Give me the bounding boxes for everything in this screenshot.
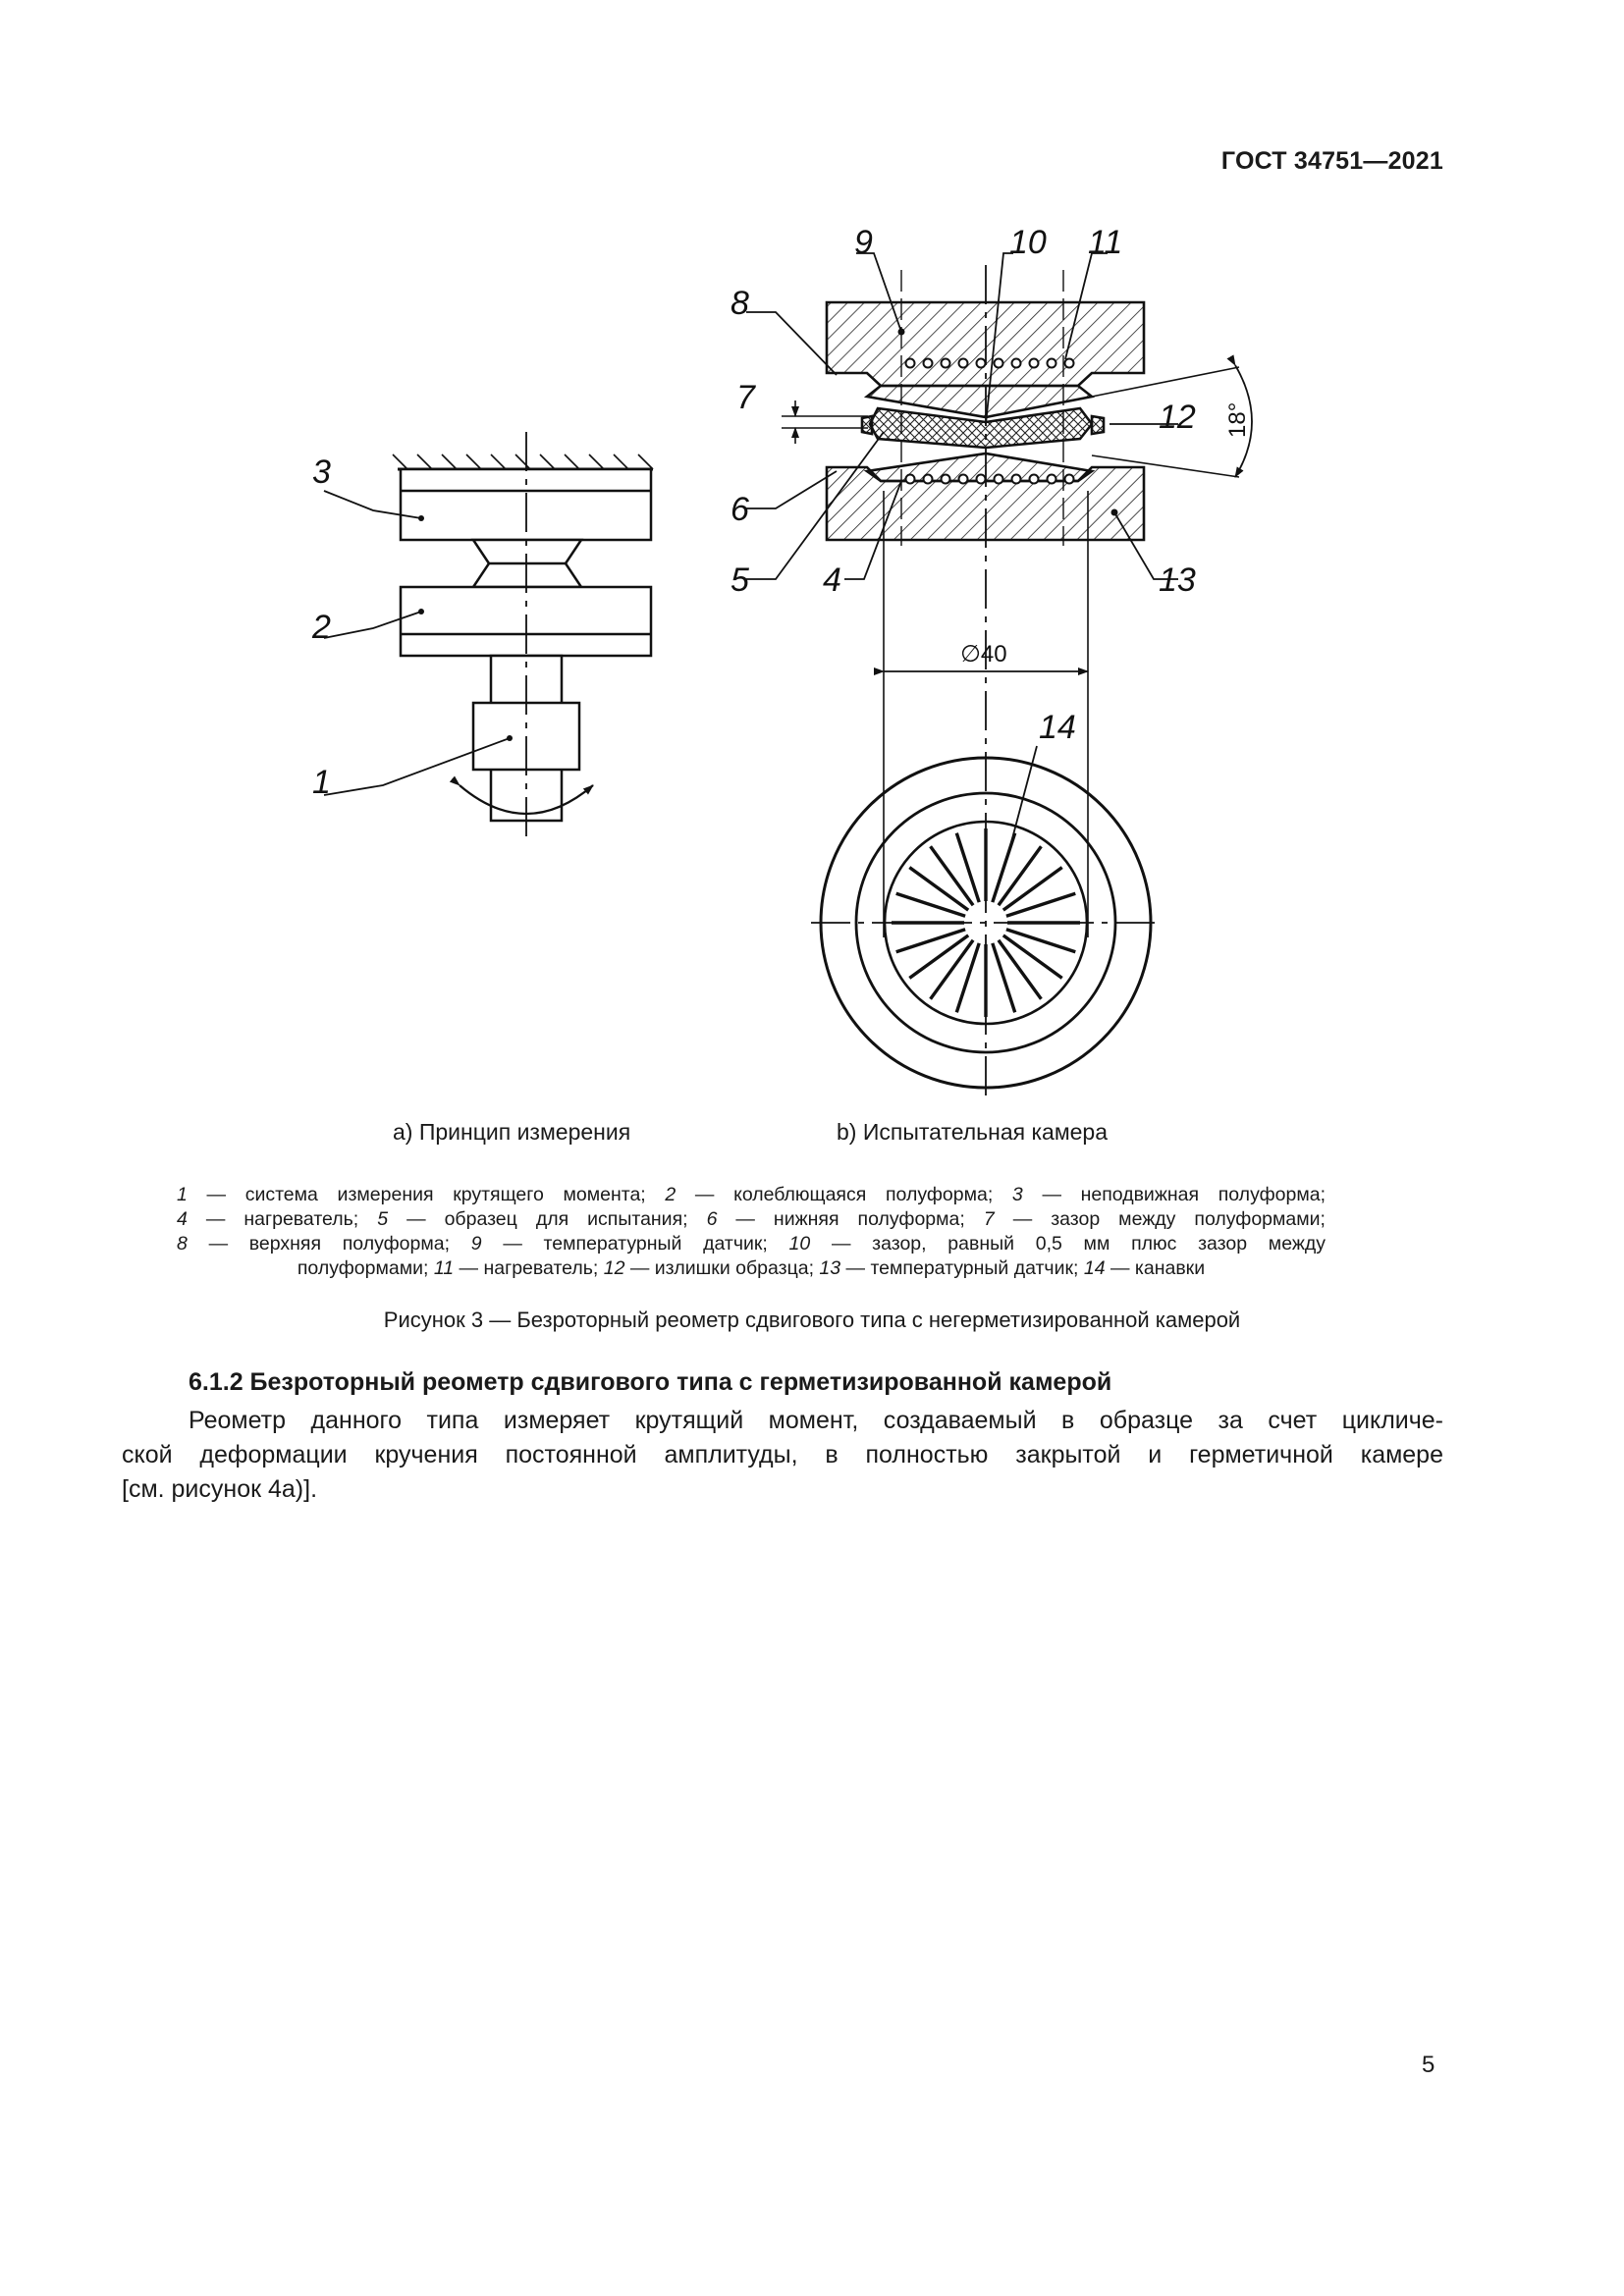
paragraph-line: [см. рисунок 4а)]. [122, 1475, 318, 1503]
excess-sample-right [1092, 416, 1104, 434]
section-heading: 6.1.2 Безроторный реометр сдвигового типа с герметизированной камерой [189, 1368, 1112, 1396]
legend-number: 6 [706, 1208, 718, 1230]
principle-labels [311, 454, 331, 801]
legend-line: 1 — система измерения крутящего момента; 2 — колеблющаяся полуформа; 3 — неподвижная полуформа; [177, 1184, 1326, 1205]
legend-number: 7 [983, 1208, 995, 1230]
legend-line: 4 — нагреватель; 5 — образец для испытания; 6 — нижняя полуформа; 7 — зазор между полуформами; [177, 1208, 1326, 1230]
page-number: 5 [1422, 2052, 1435, 2078]
label-6: 6 [731, 491, 749, 528]
paragraph-line: Реометр данного типа измеряет крутящий момент, создаваемый в образце за счет цикличе- [189, 1407, 1443, 1434]
legend-line: полуформами; 11 — нагреватель; 12 — излишки образца; 13 — температурный датчик; 14 — канавки [297, 1257, 1206, 1279]
legend-number: 13 [819, 1257, 841, 1279]
label-8: 8 [731, 285, 749, 322]
legend-number: 14 [1083, 1257, 1106, 1279]
label-14: 14 [1039, 709, 1076, 746]
excess-sample-left [862, 416, 872, 434]
label-1: 1 [312, 764, 331, 801]
legend-number: 2 [665, 1184, 677, 1205]
groove [1006, 893, 1075, 916]
legend-number: 12 [603, 1257, 625, 1279]
die-plan-view [811, 746, 1161, 1088]
groove [956, 943, 979, 1012]
figure-legend [177, 1183, 1326, 1281]
legend-number: 11 [433, 1257, 455, 1279]
angle-value: 18° [1224, 401, 1251, 438]
groove [896, 930, 965, 952]
legend-number: 4 [177, 1208, 188, 1230]
section-paragraph [122, 1404, 1443, 1507]
label-13: 13 [1159, 561, 1196, 599]
diameter-dimension: ∅40 [960, 641, 1007, 667]
groove [1006, 930, 1075, 952]
legend-number: 8 [177, 1233, 188, 1255]
label-5: 5 [731, 561, 749, 599]
label-2: 2 [312, 609, 331, 646]
principle-diagram [324, 432, 653, 844]
legend-number: 1 [177, 1184, 188, 1205]
groove [993, 833, 1015, 902]
groove [993, 943, 1015, 1012]
legend-line: 8 — верхняя полуформа; 9 — температурный датчик; 10 — зазор, равный 0,5 мм плюс зазор между [177, 1233, 1326, 1255]
label-4: 4 [823, 561, 841, 599]
label-10: 10 [1009, 224, 1047, 261]
paragraph-line: ской деформации кручения постоянной амплитуды, в полностью закрытой и герметичной камере [122, 1441, 1443, 1468]
legend-number: 10 [788, 1233, 811, 1255]
label-12: 12 [1159, 399, 1196, 436]
legend-number: 9 [470, 1233, 482, 1255]
caption-chamber: b) Испытательная камера [837, 1119, 1109, 1145]
label-3: 3 [312, 454, 331, 491]
figure-3-drawing [0, 0, 1624, 1139]
caption-principle: а) Принцип измерения [393, 1119, 631, 1145]
legend-number: 5 [377, 1208, 389, 1230]
figure-title: Рисунок 3 — Безроторный реометр сдвигового типа с негерметизированной камерой [383, 1308, 1241, 1332]
groove [956, 833, 979, 902]
legend-number: 3 [1011, 1184, 1023, 1205]
document-header: ГОСТ 34751—2021 [1220, 147, 1443, 175]
label-9: 9 [854, 224, 873, 261]
groove [896, 893, 965, 916]
label-11: 11 [1088, 224, 1123, 261]
label-7: 7 [736, 379, 755, 416]
